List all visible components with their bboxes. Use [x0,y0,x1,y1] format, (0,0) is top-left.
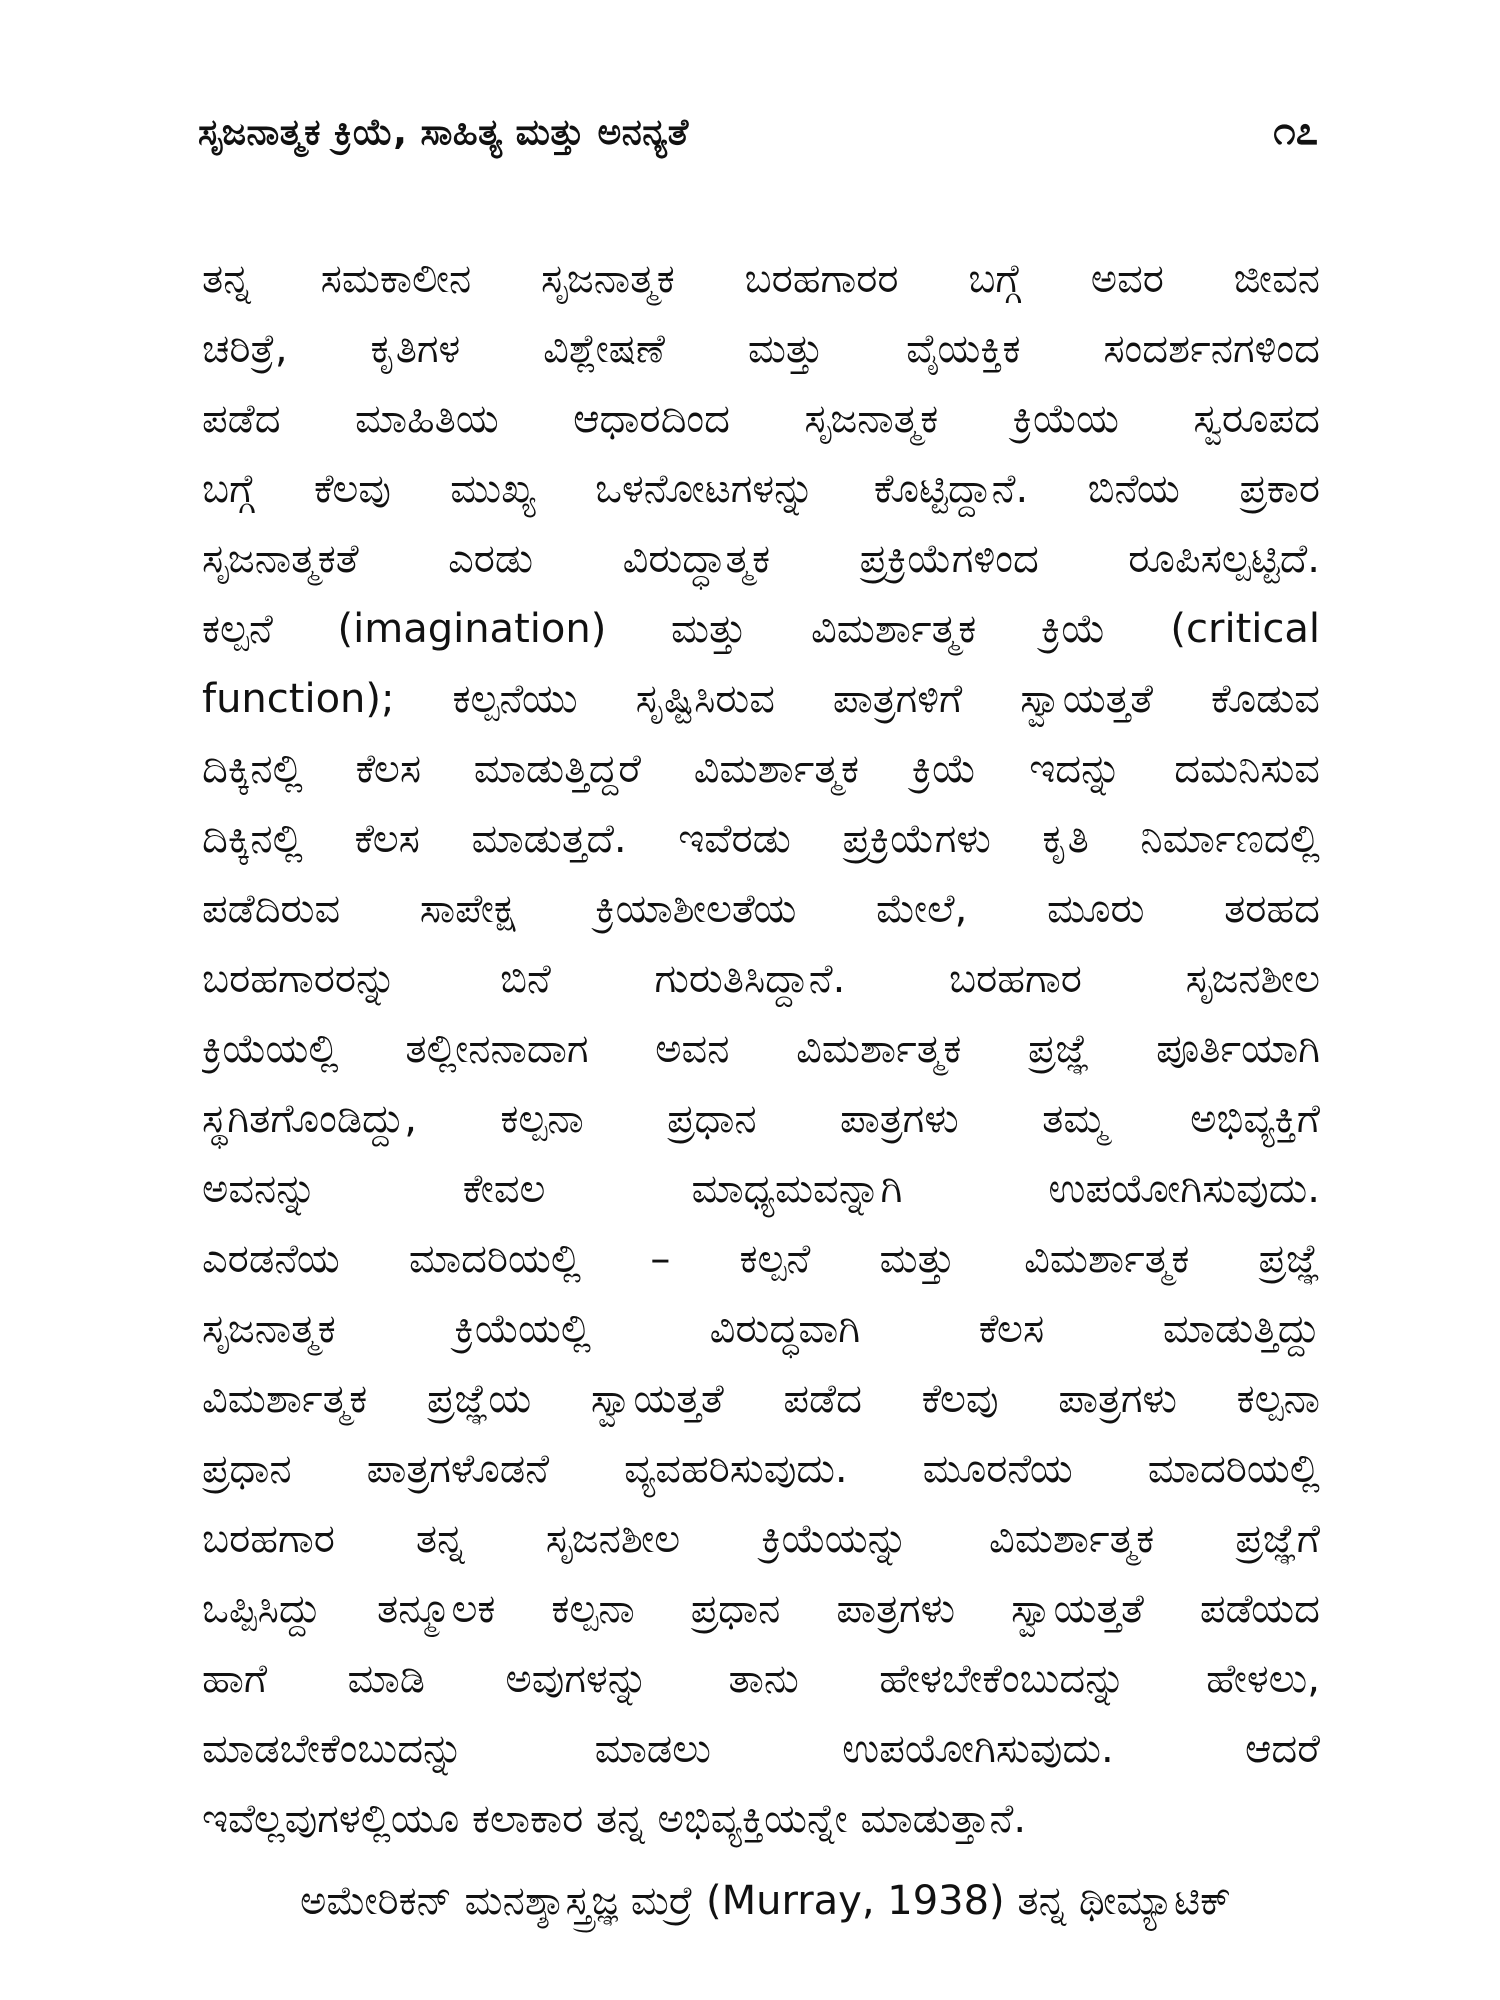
text-line: function); ಕಲ್ಪನೆಯು ಸೃಷ್ಟಿಸಿರುವ ಪಾತ್ರಗಳಿಗೆ ಸ್ವಾಯತ್ತತೆ ಕೊಡುವ [202,676,1320,722]
running-title: ಸೃಜನಾತ್ಮಕ ಕ್ರಿಯೆ, ಸಾಹಿತ್ಯ ಮತ್ತು ಅನನ್ಯತೆ [198,112,689,153]
text-line: ಅವನನ್ನು ಕೇವಲ ಮಾಧ್ಯಮವನ್ನಾಗಿ ಉಪಯೋಗಿಸುವುದು. [202,1166,1320,1212]
text-line: ಚರಿತ್ರೆ, ಕೃತಿಗಳ ವಿಶ್ಲೇಷಣೆ ಮತ್ತು ವೈಯಕ್ತಿಕ ಸಂದರ್ಶನಗಳಿಂದ [202,326,1320,372]
text-line: ಮಾಡಬೇಕೆಂಬುದನ್ನು ಮಾಡಲು ಉಪಯೋಗಿಸುವುದು. ಆದರೆ [202,1726,1320,1772]
text-line: ಬರಹಗಾರ ತನ್ನ ಸೃಜನಶೀಲ ಕ್ರಿಯೆಯನ್ನು ವಿಮರ್ಶಾತ್ಮಕ ಪ್ರಜ್ಞೆಗೆ [202,1516,1320,1562]
text-line: ಬರಹಗಾರರನ್ನು ಬಿನೆ ಗುರುತಿಸಿದ್ದಾನೆ. ಬರಹಗಾರ ಸೃಜನಶೀಲ [202,956,1320,1002]
text-line: ಸ್ಥಗಿತಗೊಂಡಿದ್ದು, ಕಲ್ಪನಾ ಪ್ರಧಾನ ಪಾತ್ರಗಳು ತಮ್ಮ ಅಭಿವ್ಯಕ್ತಿಗೆ [202,1096,1320,1142]
text-line: ಕಲ್ಪನೆ (imagination) ಮತ್ತು ವಿಮರ್ಶಾತ್ಮಕ ಕ್ರಿಯೆ (critical [202,606,1320,652]
body-paragraph [202,244,1320,1854]
text-line: ಇವೆಲ್ಲವುಗಳಲ್ಲಿಯೂ ಕಲಾಕಾರ ತನ್ನ ಅಭಿವ್ಯಕ್ತಿಯನ್ನೇ ಮಾಡುತ್ತಾನೆ. [202,1796,1027,1842]
text-line: ಪಡೆದ ಮಾಹಿತಿಯ ಆಧಾರದಿಂದ ಸೃಜನಾತ್ಮಕ ಕ್ರಿಯೆಯ ಸ್ವರೂಪದ [202,396,1320,442]
text-line: ಕ್ರಿಯೆಯಲ್ಲಿ ತಲ್ಲೀನನಾದಾಗ ಅವನ ವಿಮರ್ಶಾತ್ಮಕ ಪ್ರಜ್ಞೆ ಪೂರ್ತಿಯಾಗಿ [202,1026,1320,1072]
next-paragraph-start: ಅಮೇರಿಕನ್ ಮನಶ್ಶಾಸ್ತ್ರಜ್ಞ ಮರ್ರೆ (Murray, 1938) ತನ್ನ ಥೀಮ್ಯಾಟಿಕ್ [300,1878,1232,1924]
text-line: ವಿಮರ್ಶಾತ್ಮಕ ಪ್ರಜ್ಞೆಯ ಸ್ವಾಯತ್ತತೆ ಪಡೆದ ಕೆಲವು ಪಾತ್ರಗಳು ಕಲ್ಪನಾ [202,1376,1320,1422]
text-line: ಬಗ್ಗೆ ಕೆಲವು ಮುಖ್ಯ ಒಳನೋಟಗಳನ್ನು ಕೊಟ್ಟಿದ್ದಾನೆ. ಬಿನೆಯ ಪ್ರಕಾರ [202,466,1320,512]
text-line: ಪಡೆದಿರುವ ಸಾಪೇಕ್ಷ ಕ್ರಿಯಾಶೀಲತೆಯ ಮೇಲೆ, ಮೂರು ತರಹದ [202,886,1320,932]
text-line: ಪ್ರಧಾನ ಪಾತ್ರಗಳೊಡನೆ ವ್ಯವಹರಿಸುವುದು. ಮೂರನೆಯ ಮಾದರಿಯಲ್ಲಿ [202,1446,1320,1492]
page-number: ೧೭ [1273,108,1318,154]
text-line: ಸೃಜನಾತ್ಮಕ ಕ್ರಿಯೆಯಲ್ಲಿ ವಿರುದ್ಧವಾಗಿ ಕೆಲಸ ಮಾಡುತ್ತಿದ್ದು [202,1306,1320,1352]
text-line: ಎರಡನೆಯ ಮಾದರಿಯಲ್ಲಿ – ಕಲ್ಪನೆ ಮತ್ತು ವಿಮರ್ಶಾತ್ಮಕ ಪ್ರಜ್ಞೆ [202,1236,1320,1282]
text-line: ಹಾಗೆ ಮಾಡಿ ಅವುಗಳನ್ನು ತಾನು ಹೇಳಬೇಕೆಂಬುದನ್ನು ಹೇಳಲು, [202,1656,1320,1702]
text-line: ತನ್ನ ಸಮಕಾಲೀನ ಸೃಜನಾತ್ಮಕ ಬರಹಗಾರರ ಬಗ್ಗೆ ಅವರ ಜೀವನ [202,256,1320,302]
text-line: ದಿಕ್ಕಿನಲ್ಲಿ ಕೆಲಸ ಮಾಡುತ್ತದೆ. ಇವೆರಡು ಪ್ರಕ್ರಿಯೆಗಳು ಕೃತಿ ನಿರ್ಮಾಣದಲ್ಲಿ [202,816,1320,862]
text-line: ಸೃಜನಾತ್ಮಕತೆ ಎರಡು ವಿರುದ್ಧಾತ್ಮಕ ಪ್ರಕ್ರಿಯೆಗಳಿಂದ ರೂಪಿಸಲ್ಪಟ್ಟಿದೆ. [202,536,1320,582]
text-line: ಒಪ್ಪಿಸಿದ್ದು ತನ್ಮೂಲಕ ಕಲ್ಪನಾ ಪ್ರಧಾನ ಪಾತ್ರಗಳು ಸ್ವಾಯತ್ತತೆ ಪಡೆಯದ [202,1586,1320,1632]
text-line: ದಿಕ್ಕಿನಲ್ಲಿ ಕೆಲಸ ಮಾಡುತ್ತಿದ್ದರೆ ವಿಮರ್ಶಾತ್ಮಕ ಕ್ರಿಯೆ ಇದನ್ನು ದಮನಿಸುವ [202,746,1320,792]
